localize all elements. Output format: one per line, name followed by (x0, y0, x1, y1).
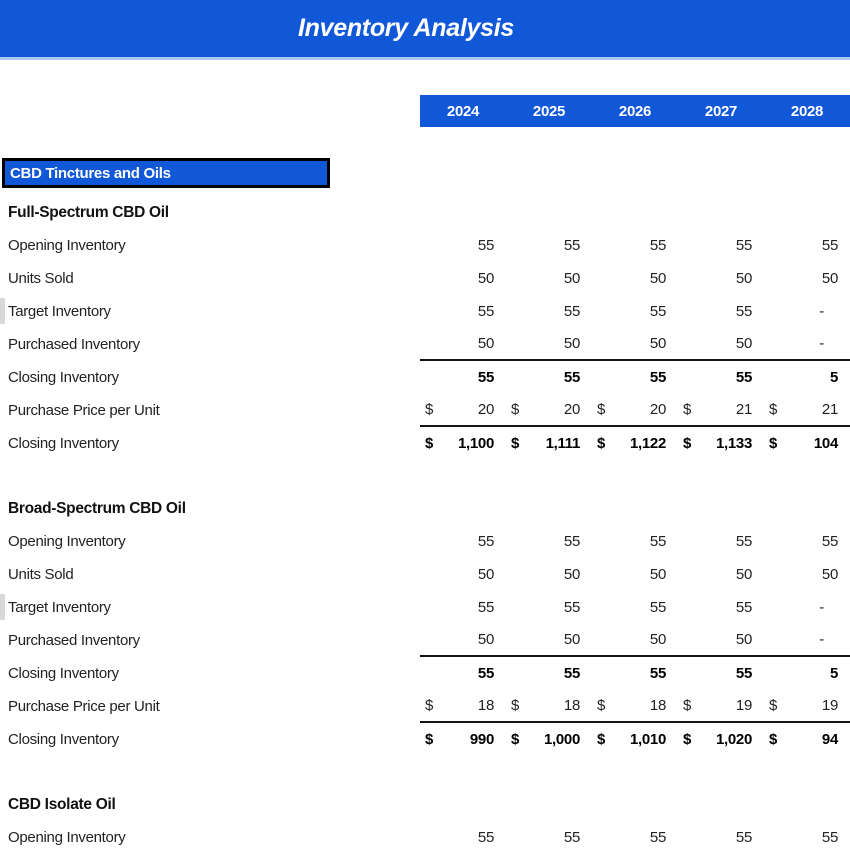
value-cell[interactable] (678, 558, 764, 591)
row-label[interactable]: Opening Inventory (8, 829, 126, 846)
value-cell[interactable] (506, 821, 592, 854)
table-row (0, 229, 850, 262)
value-cell[interactable] (592, 328, 678, 359)
cell-value: 21 (735, 401, 752, 418)
row-label[interactable]: Units Sold (8, 270, 74, 287)
value-cell[interactable] (420, 295, 506, 328)
cell-value: - (819, 303, 824, 320)
value-cell[interactable] (764, 657, 850, 690)
currency-symbol: $ (511, 731, 520, 748)
cell-value: 19 (735, 697, 752, 714)
row-values (420, 427, 850, 460)
cell-value: 50 (821, 270, 838, 287)
table-row (0, 624, 850, 657)
section-rows (0, 229, 850, 460)
cell-value: 55 (563, 237, 580, 254)
value-cell[interactable] (678, 690, 764, 721)
row-label[interactable]: Purchase Price per Unit (8, 698, 160, 715)
row-values (420, 295, 850, 328)
row-grouping-tab[interactable] (0, 594, 5, 620)
cell-value: 50 (563, 566, 580, 583)
value-cell[interactable] (420, 525, 506, 558)
value-cell[interactable] (764, 394, 850, 425)
cell-value: 1,111 (545, 435, 580, 452)
cell-value: 55 (735, 665, 752, 682)
value-cell[interactable] (678, 821, 764, 854)
row-label[interactable]: Target Inventory (8, 599, 111, 616)
value-cell[interactable] (506, 690, 592, 721)
currency-symbol: $ (597, 731, 606, 748)
row-label[interactable]: Opening Inventory (8, 533, 126, 550)
value-cell[interactable] (764, 229, 850, 262)
currency-symbol: $ (425, 697, 434, 714)
value-cell[interactable] (592, 591, 678, 624)
cell-value: 1,020 (715, 731, 752, 748)
row-label[interactable]: Closing Inventory (8, 435, 119, 452)
cell-value: 55 (821, 237, 838, 254)
table-row (0, 591, 850, 624)
row-values (420, 525, 850, 558)
row-grouping-tab[interactable] (0, 298, 5, 324)
value-cell[interactable] (506, 262, 592, 295)
cell-value: 55 (477, 665, 494, 682)
currency-symbol: $ (597, 435, 606, 452)
value-cell[interactable] (420, 361, 506, 394)
currency-symbol: $ (769, 697, 778, 714)
cell-value: 50 (735, 335, 752, 352)
value-cell[interactable] (592, 558, 678, 591)
cell-value: 50 (563, 270, 580, 287)
value-cell[interactable] (420, 229, 506, 262)
cell-value: 55 (649, 237, 666, 254)
product-section (0, 498, 850, 756)
value-cell[interactable] (592, 657, 678, 690)
cell-value: 55 (735, 303, 752, 320)
currency-symbol: $ (511, 697, 520, 714)
table-row (0, 723, 850, 756)
cell-value: 55 (563, 303, 580, 320)
value-cell[interactable] (420, 394, 506, 425)
table-row (0, 427, 850, 460)
value-cell[interactable] (764, 295, 850, 328)
cell-value: - (819, 335, 824, 352)
cell-value: 990 (469, 731, 494, 748)
value-cell[interactable] (764, 361, 850, 394)
value-cell[interactable] (506, 591, 592, 624)
year-header-row (420, 95, 850, 127)
value-cell[interactable] (592, 229, 678, 262)
value-cell[interactable] (592, 723, 678, 756)
cell-value: 20 (477, 401, 494, 418)
value-cell[interactable] (764, 328, 850, 359)
row-label[interactable]: Target Inventory (8, 303, 111, 320)
cell-value: 55 (821, 829, 838, 846)
cell-value: 55 (649, 829, 666, 846)
row-values (420, 558, 850, 591)
table-row (0, 361, 850, 394)
cell-value: 55 (477, 237, 494, 254)
row-values (420, 723, 850, 756)
value-cell[interactable] (592, 821, 678, 854)
product-section (0, 794, 850, 854)
cell-value: 94 (821, 731, 838, 748)
table-row (0, 394, 850, 427)
cell-value: 55 (735, 369, 752, 386)
year-header-cell[interactable]: 2027 (704, 102, 738, 120)
cell-value: 1,122 (629, 435, 666, 452)
cell-value: 55 (563, 665, 580, 682)
cell-value: 50 (477, 270, 494, 287)
value-cell[interactable] (506, 229, 592, 262)
currency-symbol: $ (683, 697, 692, 714)
section-header[interactable]: Broad-Spectrum CBD Oil (8, 500, 186, 517)
cell-value: 50 (477, 566, 494, 583)
cell-value: 50 (477, 631, 494, 648)
cell-value: 1,010 (629, 731, 666, 748)
row-label[interactable]: Opening Inventory (8, 237, 126, 254)
value-cell[interactable] (420, 690, 506, 721)
cell-value: 55 (477, 829, 494, 846)
row-values (420, 657, 850, 690)
section-rows (0, 525, 850, 756)
year-header-cell[interactable]: 2025 (532, 102, 566, 120)
cell-value: 50 (477, 335, 494, 352)
cell-value: - (819, 631, 824, 648)
cell-value: 55 (477, 599, 494, 616)
value-cell[interactable] (592, 525, 678, 558)
row-label[interactable]: Closing Inventory (8, 369, 119, 386)
cell-value: 55 (477, 533, 494, 550)
value-cell[interactable] (592, 295, 678, 328)
table-row (0, 657, 850, 690)
value-cell[interactable] (506, 723, 592, 756)
cell-value: 55 (563, 829, 580, 846)
cell-value: 55 (649, 369, 666, 386)
value-cell[interactable] (592, 690, 678, 721)
row-label[interactable]: Closing Inventory (8, 731, 119, 748)
value-cell[interactable] (506, 558, 592, 591)
cell-value: 50 (649, 631, 666, 648)
currency-symbol: $ (683, 435, 692, 452)
value-cell[interactable] (678, 361, 764, 394)
table-row (0, 262, 850, 295)
row-values (420, 624, 850, 657)
cell-value: 55 (563, 369, 580, 386)
row-values (420, 262, 850, 295)
cell-value: 55 (563, 533, 580, 550)
cell-value: 5 (829, 369, 838, 386)
table-row (0, 328, 850, 361)
value-cell[interactable] (764, 624, 850, 655)
cell-value: 55 (735, 599, 752, 616)
value-cell[interactable] (678, 262, 764, 295)
cell-value: 55 (735, 829, 752, 846)
value-cell[interactable] (420, 328, 506, 359)
currency-symbol: $ (425, 401, 434, 418)
row-values (420, 328, 850, 361)
product-section (0, 202, 850, 460)
row-label[interactable]: Purchased Inventory (8, 632, 140, 649)
value-cell[interactable] (420, 657, 506, 690)
value-cell[interactable] (678, 624, 764, 655)
value-cell[interactable] (506, 328, 592, 359)
currency-symbol: $ (769, 435, 778, 452)
row-values (420, 821, 850, 854)
value-cell[interactable] (764, 558, 850, 591)
table-row (0, 821, 850, 854)
value-cell[interactable] (420, 262, 506, 295)
value-cell[interactable] (678, 591, 764, 624)
section-header[interactable]: Full-Spectrum CBD Oil (8, 204, 169, 221)
cell-value: 50 (735, 270, 752, 287)
row-label[interactable]: Purchased Inventory (8, 336, 140, 353)
value-cell[interactable] (678, 525, 764, 558)
value-cell[interactable] (420, 723, 506, 756)
row-label[interactable]: Closing Inventory (8, 665, 119, 682)
value-cell[interactable] (506, 295, 592, 328)
cell-value: 50 (563, 631, 580, 648)
cell-value: 55 (563, 599, 580, 616)
cell-value: 1,133 (715, 435, 752, 452)
cell-value: 18 (649, 697, 666, 714)
cell-value: 21 (821, 401, 838, 418)
section-rows (0, 821, 850, 854)
row-values (420, 361, 850, 394)
cell-value: 1,000 (543, 731, 580, 748)
value-cell[interactable] (764, 821, 850, 854)
cell-value: 55 (735, 533, 752, 550)
title-bar (0, 0, 850, 60)
currency-symbol: $ (769, 401, 778, 418)
cell-value: 55 (821, 533, 838, 550)
value-cell[interactable] (678, 229, 764, 262)
value-cell[interactable] (420, 558, 506, 591)
value-cell[interactable] (592, 262, 678, 295)
section-header[interactable]: CBD Isolate Oil (8, 796, 116, 813)
currency-symbol: $ (511, 401, 520, 418)
cell-value: 55 (735, 237, 752, 254)
cell-value: 55 (649, 533, 666, 550)
currency-symbol: $ (597, 401, 606, 418)
value-cell[interactable] (678, 657, 764, 690)
value-cell[interactable] (678, 427, 764, 460)
value-cell[interactable] (678, 394, 764, 425)
cell-value: 18 (477, 697, 494, 714)
cell-value: 20 (649, 401, 666, 418)
currency-symbol: $ (683, 401, 692, 418)
value-cell[interactable] (678, 328, 764, 359)
row-label[interactable]: Purchase Price per Unit (8, 402, 160, 419)
cell-value: 1,100 (457, 435, 494, 452)
cell-value: 55 (649, 599, 666, 616)
table-row (0, 295, 850, 328)
value-cell[interactable] (764, 723, 850, 756)
value-cell[interactable] (764, 690, 850, 721)
value-cell[interactable] (506, 361, 592, 394)
value-cell[interactable] (506, 394, 592, 425)
value-cell[interactable] (764, 525, 850, 558)
value-cell[interactable] (506, 657, 592, 690)
currency-symbol: $ (511, 435, 520, 452)
cell-value: - (819, 599, 824, 616)
selected-cell[interactable] (2, 158, 330, 188)
value-cell[interactable] (420, 427, 506, 460)
cell-value: 18 (563, 697, 580, 714)
year-header-cell[interactable]: 2026 (618, 102, 652, 120)
value-cell[interactable] (420, 624, 506, 655)
cell-value: 50 (735, 631, 752, 648)
table-row (0, 558, 850, 591)
row-values (420, 591, 850, 624)
cell-value: 20 (563, 401, 580, 418)
value-cell[interactable] (764, 591, 850, 624)
cell-value: 55 (649, 303, 666, 320)
row-values (420, 229, 850, 262)
value-cell[interactable] (506, 525, 592, 558)
cell-value: 50 (649, 270, 666, 287)
cell-value: 50 (821, 566, 838, 583)
value-cell[interactable] (420, 821, 506, 854)
value-cell[interactable] (506, 624, 592, 655)
cell-value: 19 (821, 697, 838, 714)
currency-symbol: $ (425, 731, 434, 748)
value-cell[interactable] (592, 624, 678, 655)
value-cell[interactable] (764, 427, 850, 460)
page-title: Inventory Analysis (298, 14, 514, 42)
currency-symbol: $ (769, 731, 778, 748)
cell-value: 5 (829, 665, 838, 682)
value-cell[interactable] (592, 361, 678, 394)
inventory-sections (0, 202, 850, 854)
year-header-cell[interactable]: 2024 (446, 102, 480, 120)
value-cell[interactable] (592, 394, 678, 425)
cell-value: 55 (649, 665, 666, 682)
value-cell[interactable] (506, 427, 592, 460)
cell-value: 50 (649, 566, 666, 583)
value-cell[interactable] (678, 723, 764, 756)
value-cell[interactable] (420, 591, 506, 624)
selected-cell-label: CBD Tinctures and Oils (10, 164, 171, 182)
currency-symbol: $ (597, 697, 606, 714)
cell-value: 55 (477, 369, 494, 386)
row-values (420, 690, 850, 723)
cell-value: 50 (735, 566, 752, 583)
row-label[interactable]: Units Sold (8, 566, 74, 583)
currency-symbol: $ (425, 435, 434, 452)
value-cell[interactable] (592, 427, 678, 460)
year-header-cell[interactable]: 2028 (790, 102, 824, 120)
value-cell[interactable] (678, 295, 764, 328)
table-row (0, 525, 850, 558)
value-cell[interactable] (764, 262, 850, 295)
cell-value: 50 (563, 335, 580, 352)
cell-value: 55 (477, 303, 494, 320)
table-row (0, 690, 850, 723)
cell-value: 50 (649, 335, 666, 352)
currency-symbol: $ (683, 731, 692, 748)
cell-value: 104 (813, 435, 838, 452)
row-values (420, 394, 850, 427)
